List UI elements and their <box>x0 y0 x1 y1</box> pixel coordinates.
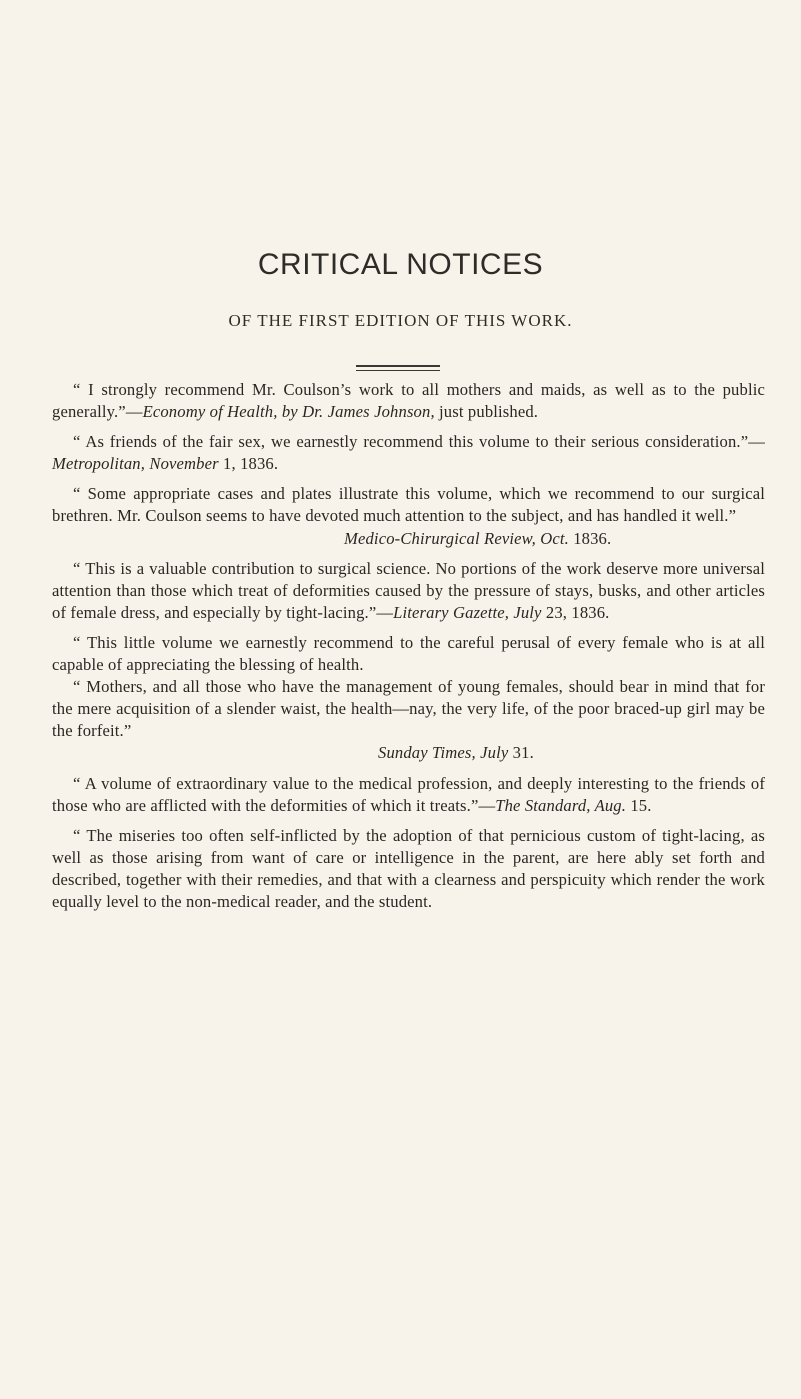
notice-5-continued <box>52 676 765 742</box>
notice-source: Medico-Chirurgical Review, Oct. <box>344 528 569 548</box>
notice-quote: “ This little volume we earnestly recommend to the careful perusal of every female who is at all capable of appreciating the blessing of health. <box>52 632 765 675</box>
notice-3 <box>52 483 765 527</box>
notice-quote: “ The miseries too often self-inflicted by the adoption of that pernicious custom of tight-lacing, as well as those arising from want of care or intelligence in the parent, are here ably set forth and described, together with their remedies, and that with a clearness and perspicuity which render the work equally level to the non-medical reader, and the student. <box>52 825 765 911</box>
notice-quote: “ A volume of extraordinary value to the medical profession, and deeply interesting to the friends of those who are afflicted with the deformities of which it treats.”— <box>52 773 765 815</box>
notice-source: Sunday Times, July <box>378 743 509 763</box>
notice-suffix: 1, 1836. <box>218 454 279 474</box>
notice-suffix: 23, 1836. <box>541 602 610 622</box>
notice-5-attribution <box>52 742 765 764</box>
notice-suffix: 31. <box>508 743 534 763</box>
notice-suffix: 15. <box>626 795 652 815</box>
notice-quote: “ This is a valuable contribution to surgical science. No portions of the work deserve more universal attention than those which treat of deformities caused by the pressure of stays, busks, and other articles of female dress, and especially by tight-lacing.”— <box>52 558 765 622</box>
title-rule-thin <box>356 370 440 371</box>
notice-quote: “ Some appropriate cases and plates illustrate this volume, which we recommend to our surgical brethren. Mr. Coulson seems to have devoted much attention to the subject, and has handled it well.” <box>52 484 765 526</box>
notice-4 <box>52 558 765 624</box>
title-rule-thick <box>356 365 440 367</box>
notice-source: The Standard, Aug. <box>495 795 627 815</box>
page-title: CRITICAL NOTICES <box>257 248 544 281</box>
notice-5 <box>52 632 765 676</box>
notice-source: Economy of Health, by Dr. James Johnson, <box>142 402 435 422</box>
notice-6 <box>52 773 765 817</box>
notice-source: Literary Gazette, July <box>393 602 542 622</box>
notice-2 <box>52 431 765 475</box>
page-subtitle: OF THE FIRST EDITION OF THIS WORK. <box>228 311 573 330</box>
notice-7 <box>52 825 765 913</box>
notice-quote: “ Mothers, and all those who have the management of young females, should bear in mind that for the mere acquisition of a slender waist, the health—nay, the very life, of the poor braced-up girl may be the forfeit.” <box>52 677 765 741</box>
notice-source: Metropolitan, November <box>52 454 219 474</box>
notice-quote: “ I strongly recommend Mr. Coulson’s work to all mothers and maids, as well as to the public generally.”— <box>52 380 765 422</box>
notice-1 <box>52 379 765 423</box>
notice-quote: “ As friends of the fair sex, we earnestly recommend this volume to their serious consideration.”— <box>73 432 765 452</box>
notices-body <box>52 379 765 921</box>
notice-suffix: just published. <box>434 402 539 422</box>
notice-suffix: 1836. <box>568 528 612 548</box>
notice-3-attribution <box>52 528 765 550</box>
